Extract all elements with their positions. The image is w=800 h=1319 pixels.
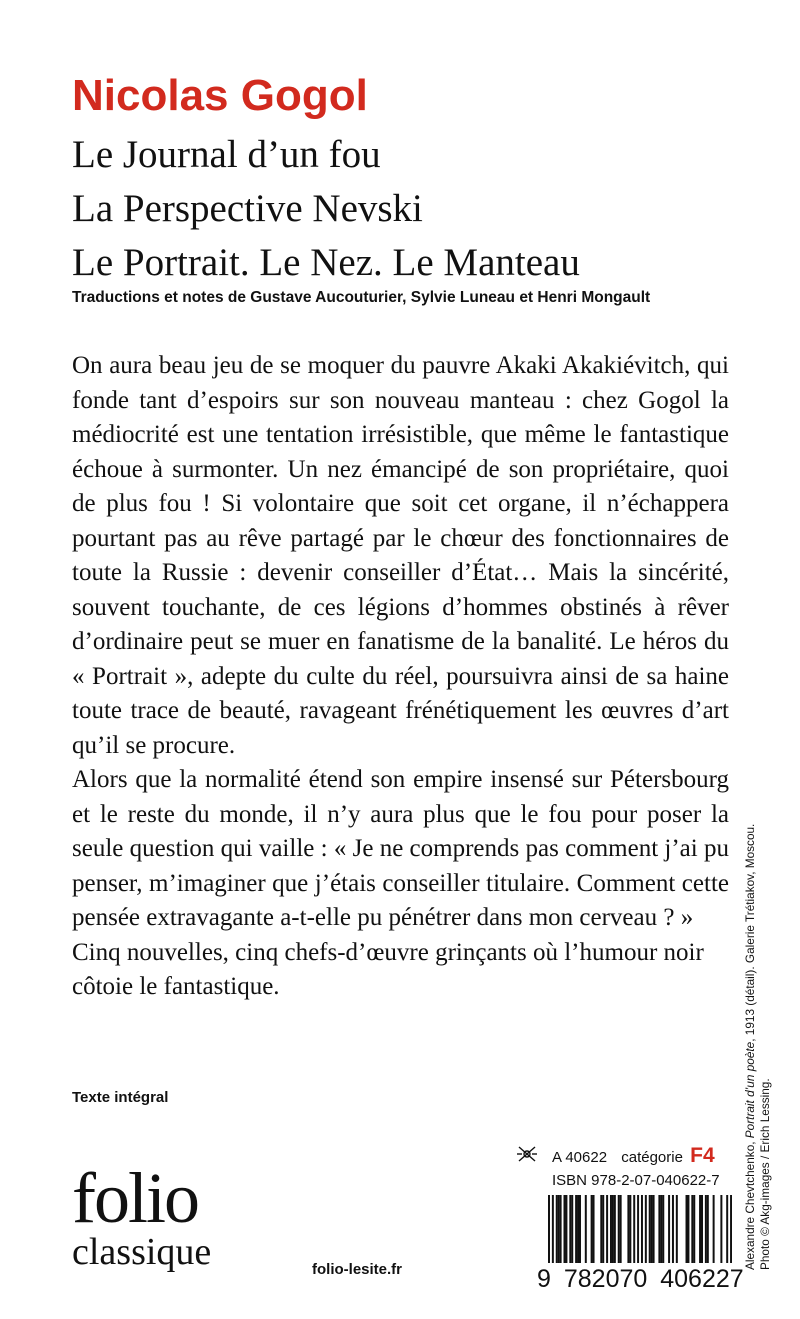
- barcode-bar: [593, 1195, 595, 1263]
- barcode-bar: [662, 1195, 664, 1263]
- barcode-bar: [693, 1195, 695, 1263]
- blurb-paragraph-2: Alors que la normalité étend son empire insensé sur Pétersbourg et le reste du monde, il n’y aura plus que le fou pour poser la seule question qui vaille : « Je ne comprends pas comment j’ai pu penser, m’imaginer que j’étais conseiller titulaire. Comment cette pensée extravagante a-t-elle pu pénétrer dans mon cerveau ? »: [72, 766, 729, 931]
- barcode-bar: [552, 1195, 554, 1263]
- barcode-bar: [658, 1195, 660, 1263]
- barcode-digit-first: 9: [537, 1265, 551, 1293]
- catalog-code: A 40622: [552, 1149, 608, 1166]
- barcode-bar: [577, 1195, 579, 1263]
- folio-logo: folio: [72, 1158, 198, 1238]
- barcode: [548, 1195, 732, 1263]
- barcode-bar: [579, 1195, 581, 1263]
- barcode-bar: [591, 1195, 593, 1263]
- credit-artist: Alexandre Chevtchenko,: [743, 1138, 757, 1270]
- isbn: ISBN 978-2-07-040622-7: [552, 1172, 720, 1189]
- barcode-bar: [686, 1195, 688, 1263]
- folio-logo-icon: [516, 1144, 538, 1164]
- barcode-bar: [691, 1195, 693, 1263]
- collection-name: classique: [72, 1231, 212, 1273]
- barcode-bar: [645, 1195, 647, 1263]
- barcode-bar: [713, 1195, 715, 1263]
- blurb-paragraph-3: Cinq nouvelles, cinq chefs-d’œuvre grinçants où l’humour noir côtoie le fantastique.: [72, 938, 704, 1000]
- barcode-bar: [610, 1195, 612, 1263]
- barcode-bar: [672, 1195, 674, 1263]
- barcode-bar: [730, 1195, 732, 1263]
- barcode-bar: [548, 1195, 550, 1263]
- barcode-bar: [668, 1195, 670, 1263]
- barcode-digits-left: 782070: [563, 1265, 648, 1293]
- barcode-bar: [637, 1195, 639, 1263]
- barcode-bar: [614, 1195, 616, 1263]
- barcode-bar: [641, 1195, 643, 1263]
- barcode-bar: [620, 1195, 622, 1263]
- barcode-bar: [649, 1195, 651, 1263]
- barcode-bar: [653, 1195, 655, 1263]
- barcode-bar: [627, 1195, 629, 1263]
- barcode-bar: [660, 1195, 662, 1263]
- barcode-bar: [676, 1195, 678, 1263]
- credit-artwork-title: Portrait d’un poète: [743, 1041, 757, 1139]
- barcode-bar: [571, 1195, 573, 1263]
- title-portrait-nez-manteau: Le Portrait. Le Nez. Le Manteau: [72, 241, 580, 284]
- edition-note: Texte intégral: [72, 1089, 169, 1106]
- barcode-bar: [633, 1195, 635, 1263]
- barcode-bar: [707, 1195, 709, 1263]
- publisher-website[interactable]: folio-lesite.fr: [312, 1261, 403, 1278]
- title-list: [72, 128, 580, 290]
- barcode-bar: [560, 1195, 562, 1263]
- barcode-bar: [565, 1195, 567, 1263]
- image-credit-line-1: [743, 710, 758, 1270]
- barcode-bar: [612, 1195, 614, 1263]
- title-journal: Le Journal d’un fou: [72, 133, 381, 176]
- barcode-bar: [606, 1195, 608, 1263]
- barcode-bar: [600, 1195, 602, 1263]
- barcode-bar: [699, 1195, 701, 1263]
- catalog-line: [552, 1144, 715, 1168]
- barcode-digits: [537, 1265, 750, 1294]
- barcode-bar: [618, 1195, 620, 1263]
- author-name: Nicolas Gogol: [72, 71, 368, 120]
- barcode-bar: [651, 1195, 653, 1263]
- barcode-bar: [558, 1195, 560, 1263]
- barcode-bar: [726, 1195, 728, 1263]
- blurb: [72, 349, 729, 1005]
- barcode-bar: [687, 1195, 689, 1263]
- image-credit: [743, 710, 773, 1270]
- barcode-bar: [585, 1195, 587, 1263]
- barcode-bar: [629, 1195, 631, 1263]
- barcode-bar: [602, 1195, 604, 1263]
- barcode-bar: [720, 1195, 722, 1263]
- barcode-bar: [563, 1195, 565, 1263]
- translators-credit: Traductions et notes de Gustave Aucouturier, Sylvie Luneau et Henri Mongault: [72, 289, 651, 306]
- title-perspective: La Perspective Nevski: [72, 187, 423, 230]
- credit-details: , 1913 (détail). Galerie Trétiakov, Moscou.: [743, 823, 757, 1042]
- blurb-paragraph-1: On aura beau jeu de se moquer du pauvre Akaki Akakiévitch, qui fonde tant d’espoirs sur son nouveau manteau : chez Gogol la médiocrité est une tentation irrésistible, que même le fantastique échoue à surmonter. Un nez émancipé de son propriétaire, quoi de plus fou ! Si volontaire que soit cet organe, il n’échappera pourtant pas au rêve partagé par le chœur des fonctionnaires de toute la Russie : devenir conseiller d’État… Mais la sincérité, souvent touchante, de ces légions d’hommes obstinés à rêver d’ordinaire peut se muer en fanatisme de la banalité. Le héros du « Portrait », adepte du culte du réel, poursuivra ainsi de sa haine toute trace de beauté, ravageant frénétiquement les œuvres d’art qu’il se procure.: [72, 352, 729, 759]
- barcode-bar: [569, 1195, 571, 1263]
- barcode-digits-right: 406227: [660, 1265, 744, 1293]
- category-code: F4: [690, 1144, 715, 1167]
- category-label: catégorie: [621, 1149, 683, 1166]
- barcode-bar: [701, 1195, 703, 1263]
- barcode-bar: [705, 1195, 707, 1263]
- barcode-bar: [556, 1195, 558, 1263]
- barcode-bar: [575, 1195, 577, 1263]
- image-credit-line-2: Photo © Akg-images / Erich Lessing.: [758, 1078, 772, 1270]
